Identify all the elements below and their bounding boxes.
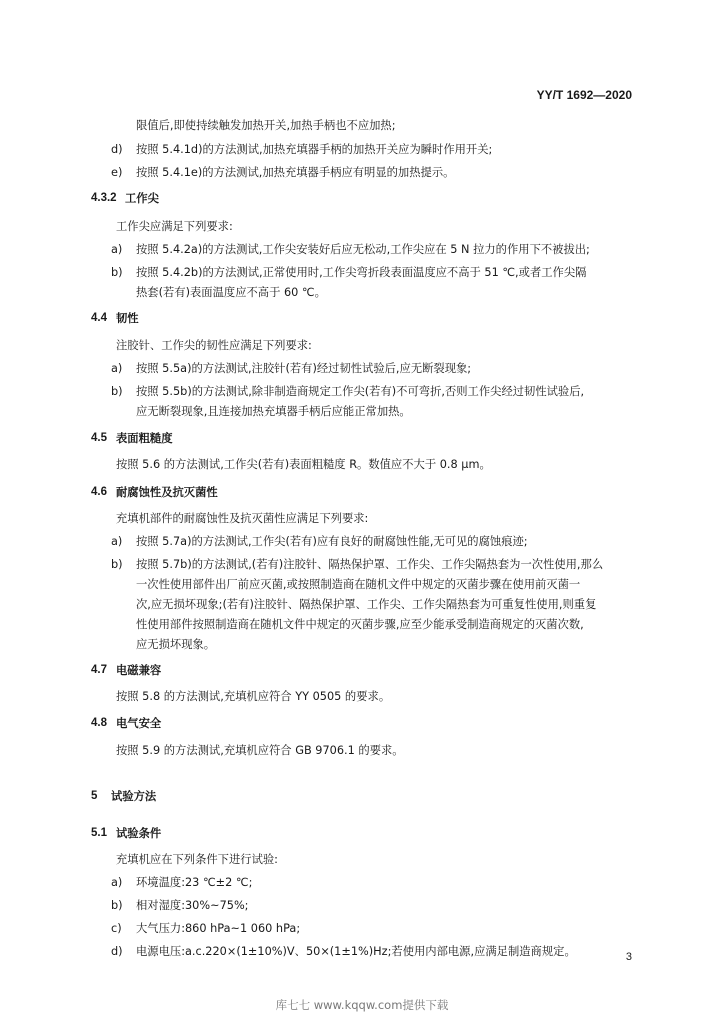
page-number: 3 — [625, 951, 632, 963]
list-item-text: 相对湿度:30%~75%; — [136, 899, 249, 912]
list-item-label: d) — [111, 143, 123, 156]
section-number: 4.4 — [91, 312, 107, 324]
paragraph-line: 次,应无损坏现象;(若有)注胶针、隔热保护罩、工作尖、工作尖隔热套为可重复性使用,则重复 — [136, 598, 597, 611]
list-item-label: e) — [111, 166, 123, 179]
list-item-text: 按照 5.4.1e)的方法测试,加热充填器手柄应有明显的加热提示。 — [136, 166, 455, 179]
section-number: 5.1 — [91, 827, 107, 839]
list-item-label: c) — [111, 922, 122, 935]
paragraph-line: 热套(若有)表面温度应不高于 60 ℃。 — [136, 286, 326, 299]
section-heading: 耐腐蚀性及抗灭菌性 — [116, 486, 218, 499]
list-item-text: 按照 5.7b)的方法测试,(若有)注胶针、隔热保护罩、工作尖、工作尖隔热套为一次性使用,那么 — [136, 558, 604, 571]
paragraph-line: 充填机部件的耐腐蚀性及抗灭菌性应满足下列要求: — [116, 512, 369, 525]
section-number: 5 — [91, 790, 98, 802]
list-item-label: a) — [111, 876, 123, 889]
list-item-text: 大气压力:860 hPa~1 060 hPa; — [136, 922, 301, 935]
list-item-text: 按照 5.4.2a)的方法测试,工作尖安装好后应无松动,工作尖应在 5 N 拉力的作用下不被拔出; — [136, 243, 590, 256]
paragraph-line: 应无损坏现象。 — [136, 638, 216, 651]
section-heading: 试验方法 — [111, 790, 157, 803]
paragraph-line: 按照 5.9 的方法测试,充填机应符合 GB 9706.1 的要求。 — [116, 744, 404, 757]
section-heading: 表面粗糙度 — [116, 432, 173, 445]
list-item-label: b) — [111, 558, 123, 571]
paragraph-line: 工作尖应满足下列要求: — [116, 220, 233, 233]
list-item-text: 按照 5.7a)的方法测试,工作尖(若有)应有良好的耐腐蚀性能,无可见的腐蚀痕迹; — [136, 535, 528, 548]
list-item-text: 按照 5.5b)的方法测试,除非制造商规定工作尖(若有)不可弯折,否则工作尖经过韧性试验后, — [136, 385, 585, 398]
list-item-label: b) — [111, 385, 123, 398]
section-number: 4.6 — [91, 486, 107, 498]
list-item-label: b) — [111, 266, 123, 279]
paragraph-line: 一次性使用部件出厂前应灭菌,或按照制造商在随机文件中规定的灭菌步骤在使用前灭菌一 — [136, 578, 581, 591]
section-heading: 韧性 — [116, 312, 139, 325]
paragraph-line: 按照 5.6 的方法测试,工作尖(若有)表面粗糙度 R。数值应不大于 0.8 μm。 — [116, 458, 491, 471]
paragraph-line: 应无断裂现象,且连接加热充填器手柄后应能正常加热。 — [136, 405, 411, 418]
list-item-text: 按照 5.4.1d)的方法测试,加热充填器手柄的加热开关应为瞬时作用开关; — [136, 143, 493, 156]
section-number: 4.7 — [91, 664, 107, 676]
section-heading: 工作尖 — [125, 192, 159, 205]
list-item-label: d) — [111, 945, 123, 958]
list-item-label: b) — [111, 899, 123, 912]
list-item-text: 按照 5.5a)的方法测试,注胶针(若有)经过韧性试验后,应无断裂现象; — [136, 362, 472, 375]
list-item-label: a) — [111, 243, 123, 256]
document-code-header: YY/T 1692—2020 — [536, 88, 632, 102]
list-item-text: 按照 5.4.2b)的方法测试,正常使用时,工作尖弯折段表面温度应不高于 51 ℃,或者工作尖隔 — [136, 266, 587, 279]
section-heading: 试验条件 — [116, 827, 162, 840]
paragraph-line: 性使用部件按照制造商在随机文件中规定的灭菌步骤,应至少能承受制造商规定的灭菌次数, — [136, 618, 584, 631]
list-item-label: a) — [111, 535, 123, 548]
paragraph-line: 限值后,即使持续触发加热开关,加热手柄也不应加热; — [136, 119, 396, 132]
list-item-text: 电源电压:a.c.220×(1±10%)V、50×(1±1%)Hz;若使用内部电源,应满足制造商规定。 — [136, 945, 576, 958]
section-number: 4.3.2 — [91, 192, 117, 204]
section-number: 4.8 — [91, 717, 107, 729]
paragraph-line: 充填机应在下列条件下进行试验: — [116, 853, 278, 866]
list-item-label: a) — [111, 362, 123, 375]
paragraph-line: 注胶针、工作尖的韧性应满足下列要求: — [116, 339, 312, 352]
section-number: 4.5 — [91, 432, 107, 444]
paragraph-line: 按照 5.8 的方法测试,充填机应符合 YY 0505 的要求。 — [116, 690, 391, 703]
download-watermark: 库七七 www.kqqw.com提供下载 — [275, 998, 449, 1012]
section-heading: 电气安全 — [116, 717, 162, 730]
section-heading: 电磁兼容 — [116, 664, 162, 677]
list-item-text: 环境温度:23 ℃±2 ℃; — [136, 876, 253, 889]
